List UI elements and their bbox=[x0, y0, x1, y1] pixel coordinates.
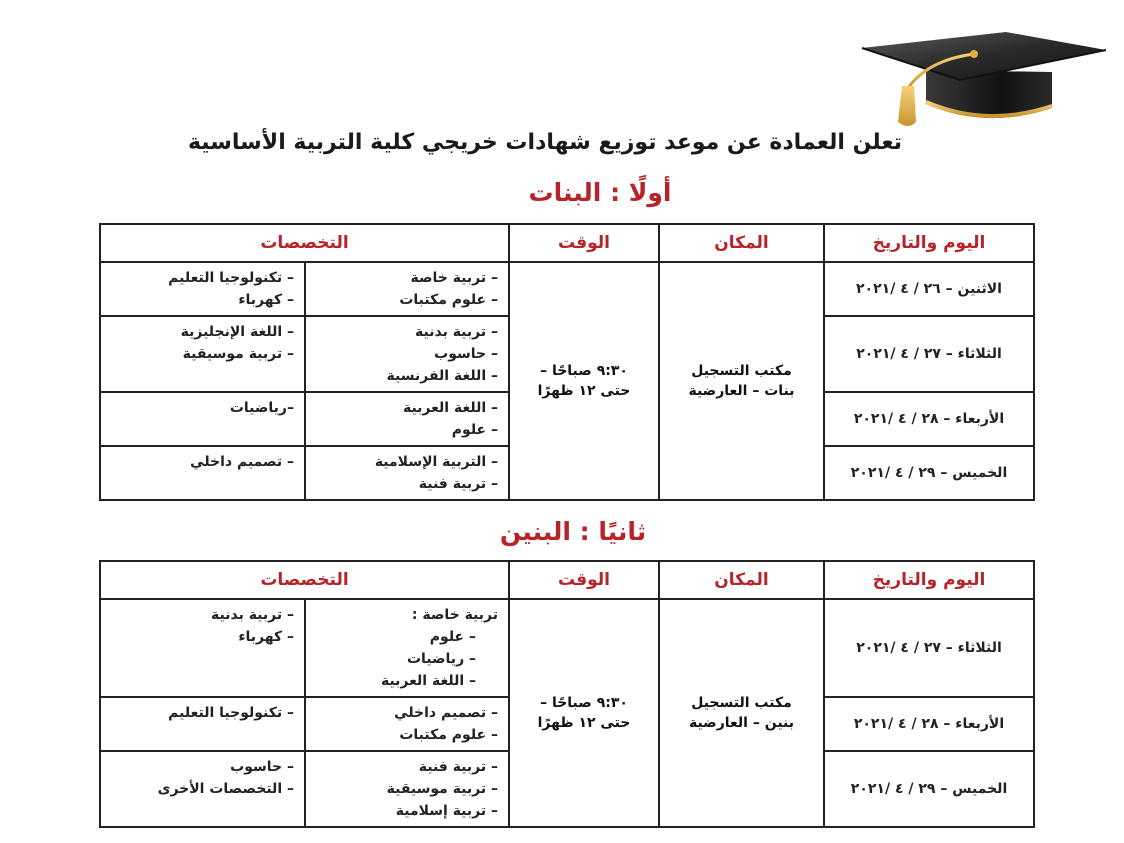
spec-item: – تربية بدنية bbox=[211, 607, 294, 623]
header-date: اليوم والتاريخ bbox=[824, 561, 1034, 599]
spec-item: – تكنولوجيا التعليم bbox=[168, 270, 294, 286]
specs-cell bbox=[100, 392, 305, 446]
place-line: مكتب التسجيل bbox=[691, 363, 792, 379]
spec-item: تربية خاصة : bbox=[411, 607, 498, 623]
specs-cell bbox=[305, 316, 509, 392]
spec-item: – التربية الإسلامية bbox=[374, 454, 498, 470]
spec-item: – تربية موسيقية bbox=[182, 346, 294, 362]
header-place: المكان bbox=[659, 224, 824, 262]
spec-item: – تربية موسيقية bbox=[386, 781, 498, 797]
spec-item: – اللغة الفرنسية bbox=[386, 368, 498, 384]
header-time: الوقت bbox=[509, 561, 659, 599]
spec-item: – اللغة الإنجليزية bbox=[180, 324, 294, 340]
date-cell: الاثنين – ٢٦ / ٤ /٢٠٢١ bbox=[824, 262, 1034, 316]
table-header-row bbox=[100, 561, 1034, 599]
table-row bbox=[100, 599, 1034, 697]
spec-item: – علوم مكتبات bbox=[399, 292, 498, 308]
specs-cell bbox=[305, 262, 509, 316]
spec-item: – رياضيات bbox=[406, 651, 476, 667]
time-line: حتى ١٢ ظهرًا bbox=[537, 383, 631, 399]
header-specs: التخصصات bbox=[100, 561, 509, 599]
spec-item: – تربية بدنية bbox=[415, 324, 498, 340]
spec-item: – تصميم داخلي bbox=[190, 454, 294, 470]
spec-item: –رياضيات bbox=[229, 400, 294, 416]
boys-schedule-table bbox=[99, 560, 1035, 828]
date-cell: الخميس – ٢٩ / ٤ /٢٠٢١ bbox=[824, 446, 1034, 500]
spec-item: – كهرباء bbox=[238, 292, 294, 308]
girls-schedule-table bbox=[99, 223, 1035, 501]
spec-item: – تربية إسلامية bbox=[395, 803, 498, 819]
place-line: مكتب التسجيل bbox=[691, 695, 792, 711]
date-cell: الثلاثاء – ٢٧ / ٤ /٢٠٢١ bbox=[824, 599, 1034, 697]
date-cell: الخميس – ٢٩ / ٤ /٢٠٢١ bbox=[824, 751, 1034, 827]
spec-item: – حاسوب bbox=[230, 759, 294, 775]
time-cell bbox=[509, 262, 659, 500]
place-cell bbox=[659, 599, 824, 827]
girls-section-title: أولًا : البنات bbox=[528, 178, 672, 207]
spec-item: – تصميم داخلي bbox=[394, 705, 498, 721]
date-cell: الأربعاء – ٢٨ / ٤ /٢٠٢١ bbox=[824, 697, 1034, 751]
header-specs: التخصصات bbox=[100, 224, 509, 262]
place-line: بنات – العارضية bbox=[688, 383, 795, 399]
date-cell: الثلاثاء – ٢٧ / ٤ /٢٠٢١ bbox=[824, 316, 1034, 392]
spec-item: – اللغة العربية bbox=[380, 673, 476, 689]
specs-cell bbox=[100, 751, 305, 827]
time-cell bbox=[509, 599, 659, 827]
spec-item: – علوم bbox=[429, 629, 476, 645]
graduation-cap-icon bbox=[856, 30, 1110, 140]
specs-cell bbox=[100, 262, 305, 316]
table-row bbox=[100, 262, 1034, 316]
spec-item: – تربية خاصة bbox=[410, 270, 498, 286]
specs-cell bbox=[305, 751, 509, 827]
spec-item: – اللغة العربية bbox=[402, 400, 498, 416]
specs-cell bbox=[305, 446, 509, 500]
specs-cell bbox=[305, 599, 509, 697]
spec-item: – تكنولوجيا التعليم bbox=[168, 705, 294, 721]
time-line: حتى ١٢ ظهرًا bbox=[537, 715, 631, 731]
date-cell: الأربعاء – ٢٨ / ٤ /٢٠٢١ bbox=[824, 392, 1034, 446]
specs-cell bbox=[305, 697, 509, 751]
time-line: ٩:٣٠ صباحًا – bbox=[540, 695, 628, 711]
spec-item: – علوم bbox=[451, 422, 498, 438]
spec-item: – كهرباء bbox=[238, 629, 294, 645]
specs-cell bbox=[100, 316, 305, 392]
spec-item: – تربية فنية bbox=[418, 476, 498, 492]
spec-item: – تربية فنية bbox=[418, 759, 498, 775]
specs-cell bbox=[100, 599, 305, 697]
specs-cell bbox=[100, 697, 305, 751]
header-place: المكان bbox=[659, 561, 824, 599]
header-date: اليوم والتاريخ bbox=[824, 224, 1034, 262]
spec-item: – حاسوب bbox=[434, 346, 498, 362]
boys-section-title: ثانيًا : البنين bbox=[499, 517, 647, 546]
time-line: ٩:٣٠ صباحًا – bbox=[540, 363, 628, 379]
place-line: بنين – العارضية bbox=[688, 715, 795, 731]
specs-cell bbox=[100, 446, 305, 500]
table-header-row bbox=[100, 224, 1034, 262]
spec-item: – علوم مكتبات bbox=[399, 727, 498, 743]
header-time: الوقت bbox=[509, 224, 659, 262]
specs-cell bbox=[305, 392, 509, 446]
place-cell bbox=[659, 262, 824, 500]
page-title: تعلن العمادة عن موعد توزيع شهادات خريجي كلية التربية الأساسية bbox=[187, 130, 903, 155]
spec-item: – التخصصات الأخرى bbox=[157, 781, 294, 797]
